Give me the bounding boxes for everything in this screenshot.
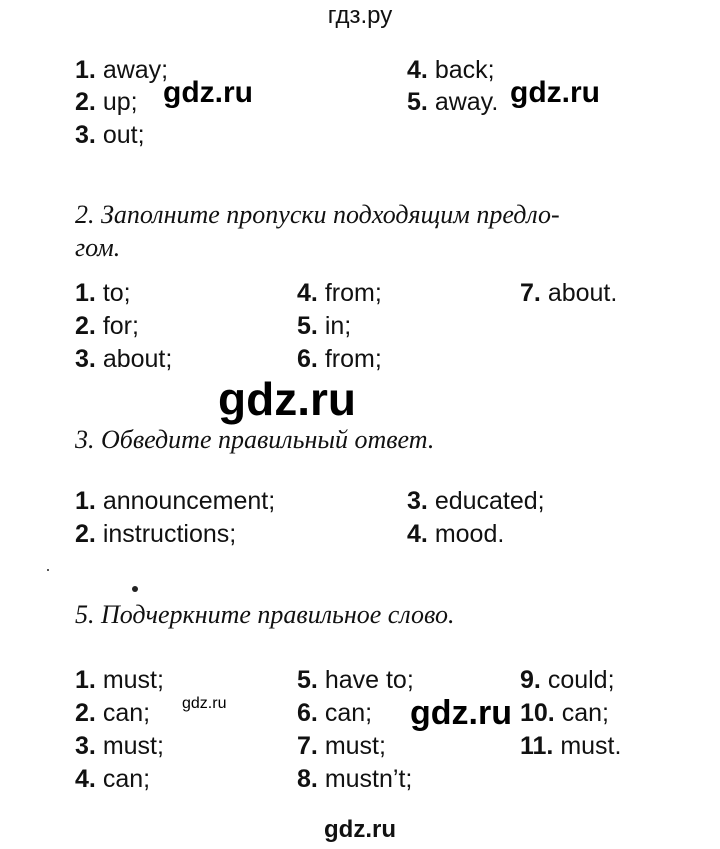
ink-speck <box>47 569 49 571</box>
ex5-item-5: 5. have to; <box>297 666 414 694</box>
exercise-3-heading: 3. Обведите правильный ответ. <box>75 425 435 454</box>
ex5-item-8: 8. mustn’t; <box>297 765 413 793</box>
watermark-1: gdz.ru <box>163 76 253 109</box>
b1-item-3: 3. out; <box>75 121 145 149</box>
watermark-2: gdz.ru <box>510 76 600 109</box>
ex3-item-4: 4. mood. <box>407 520 505 548</box>
ex5-item-10: 10. can; <box>520 699 609 727</box>
ex2-item-6: 6. from; <box>297 345 382 373</box>
ex2-item-5: 5. in; <box>297 312 352 340</box>
ex3-item-3: 3. educated; <box>407 487 545 515</box>
exercise-5-heading: 5. Подчеркните правильное слово. <box>75 600 455 629</box>
exercise-2-heading-line-1: 2. Заполните пропуски подходящим предло- <box>75 200 560 229</box>
b1-item-4: 4. back; <box>407 56 495 84</box>
b1-item-2: 2. up; <box>75 88 138 116</box>
ex5-item-6: 6. can; <box>297 699 373 727</box>
ex2-item-4: 4. from; <box>297 279 382 307</box>
exercise-2-heading-line-2: гом. <box>75 233 121 262</box>
ex5-item-3: 3. must; <box>75 732 164 760</box>
ex2-item-3: 3. about; <box>75 345 173 373</box>
watermark-3: gdz.ru <box>218 373 356 425</box>
page-footer: gdz.ru <box>324 816 396 843</box>
ex3-item-1: 1. announcement; <box>75 487 276 515</box>
ex5-item-11: 11. must. <box>520 732 622 760</box>
ex3-item-2: 2. instructions; <box>75 520 237 548</box>
ex5-item-1: 1. must; <box>75 666 164 694</box>
ex5-item-4: 4. can; <box>75 765 151 793</box>
watermark-5: gdz.ru <box>410 694 512 732</box>
ex2-item-2: 2. for; <box>75 312 139 340</box>
ex2-item-1: 1. to; <box>75 279 131 307</box>
ink-dot <box>132 586 138 592</box>
watermark-4: gdz.ru <box>182 695 227 712</box>
ex5-item-2: 2. can; <box>75 699 151 727</box>
b1-item-5: 5. away. <box>407 88 499 116</box>
page-header: гдз.ру <box>327 2 393 29</box>
ex2-item-7: 7. about. <box>520 279 618 307</box>
ex5-item-7: 7. must; <box>297 732 386 760</box>
ex5-item-9: 9. could; <box>520 666 615 694</box>
b1-item-1: 1. away; <box>75 56 169 84</box>
